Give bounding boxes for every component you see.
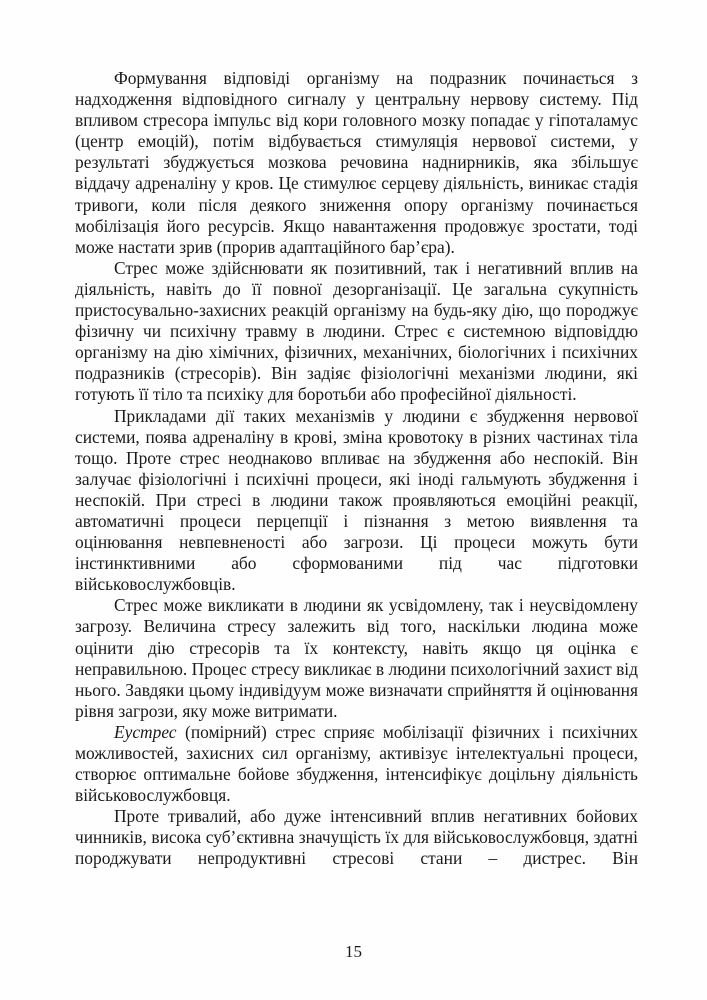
paragraph-mechanism-examples: Прикладами дії таких механізмів у людини є збудження нервової системи, поява адреналіну в крові, зміна кровотоку в різних частинах тіла тощо. Проте стрес неоднаково впливає на збудження або неспокій. Він залучає фізіологічні і психічні процеси, які іноді гальмують збудження і неспокій. При стресі в людини також проявляються емоційні реакції, автоматичні процеси перцепції і пізнання з метою виявлення та оцінювання невпевненості або загрози. Ці процеси можуть бути інстинктивними або сформованими під час підготовки військовослужбовців.	[75, 405, 638, 595]
document-page	[75, 68, 638, 870]
paragraph-conscious-threat: Стрес може викликати в людини як усвідомлену, так і неусвідомлену загрозу. Величина стресу залежить від того, наскільки людина може оцінити дію стресорів та їх контексту, навіть якщо ця оцінка є неправильною. Процес стресу викликає в людини психологічний захист від нього. Завдяки цьому індивідуум може визначати сприйняття й оцінювання рівня загрози, яку може витримати.	[75, 595, 638, 721]
page-number: 15	[345, 942, 362, 961]
paragraph-eustress	[75, 722, 638, 806]
paragraph-stress-positive-negative: Стрес може здійснювати як позитивний, так і негативний вплив на діяльність, навіть до її повної дезорганізації. Це загальна сукупність пристосувально-захисних реакцій організму на будь-яку дію, що породжує фізичну чи психічну травму в людини. Стрес є системною відповіддю організму на дію хімічних, фізичних, механічних, біологічних і психічних подразників (стресорів). Він задіяє фізіологічні механізми людини, які готують її тіло та психіку для боротьби або професійної діяльності.	[75, 257, 638, 405]
eustress-description: (помірний) стрес сприяє мобілізації фізичних і психічних можливостей, захисних сил організму, активізує інтелектуальні процеси, створює оптимальне бойове збудження, інтенсифікує доцільну діяльність військовослужбовця.	[75, 721, 638, 806]
paragraph-stress-response-formation: Формування відповіді організму на подразник починається з надходження відповідного сигналу у центральну нервову систему. Під впливом стресора імпульс від кори головного мозку попадає у гіпоталамус (центр емоцій), потім відбувається стимуляція нервової системи, у результаті збуджується мозкова речовина наднирників, яка збільшує віддачу адреналіну у кров. Це стимулює серцеву діяльність, виникає стадія тривоги, коли після деякого зниження опору організму починається мобілізація його ресурсів. Якщо навантаження продовжує зростати, тоді може настати зрив (прорив адаптаційного бар’єра).	[75, 68, 638, 257]
eustress-term: Еустрес	[114, 721, 177, 742]
paragraph-distress: Проте тривалий, або дуже інтенсивний вплив негативних бойових чинників, висока суб’єктивна значущість їх для військовослужбовця, здатні породжувати непродуктивні стресові стани – дистрес. Він	[75, 806, 638, 869]
